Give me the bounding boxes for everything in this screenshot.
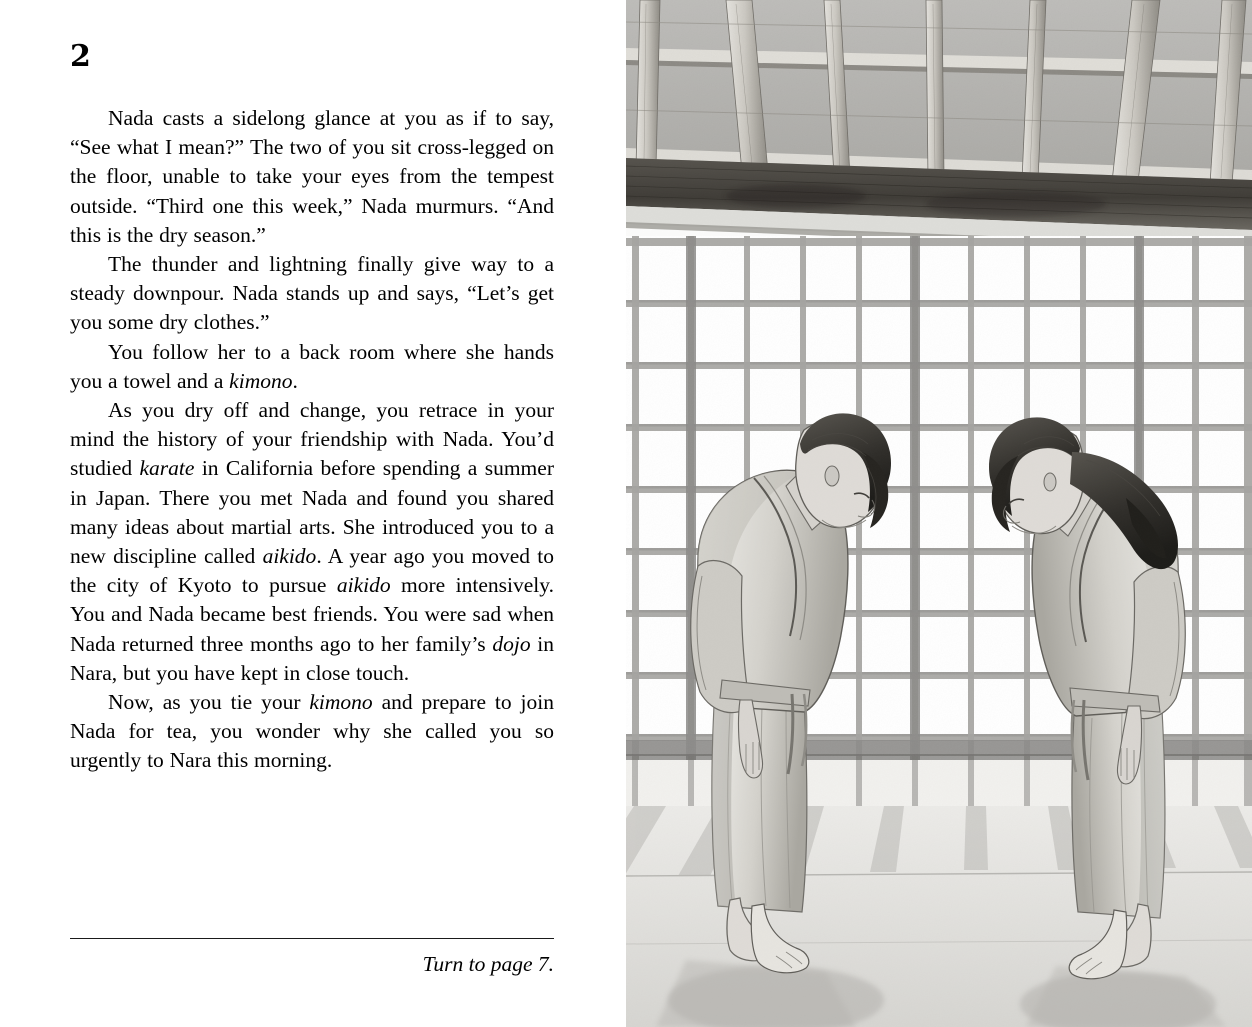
illustration-panel [626,0,1252,1027]
turn-to-page-note: Turn to page 7. [422,952,554,976]
dojo-bowing-illustration [626,0,1252,1027]
body-paragraph: As you dry off and change, you retrace in your mind the history of your friendship with Nada. You’d studied karate in California before spending a summer in Japan. There you met Nada and found you shared many ideas about martial arts. She introduced you to a new discipline called aikido. A year ago you moved to the city of Kyoto to pursue aikido more intensively. You and Nada became best friends. You were sad when Nada returned three months ago to her family’s dojo in Nara, but you have kept in close touch. [70,398,555,685]
text-column [70,39,555,776]
body-paragraph: Nada casts a sidelong glance at you as if to say, “See what I mean?” The two of you sit cross-legged on the floor, unable to take your eyes from the tempest outside. “Third one this week,” Nada murmurs. “And this is the dry season.” [70,106,554,247]
body-paragraph: Now, as you tie your kimono and prepare to join Nada for tea, you wonder why she called you so urgently to Nara this morning. [70,690,554,773]
body-paragraph: You follow her to a back room where she hands you a towel and a kimono. [70,339,554,393]
left-figure-ear [825,466,839,486]
right-figure-ear [1044,473,1056,491]
chapter-number: 2 [70,39,91,74]
footer-divider [70,938,554,939]
body-paragraph: The thunder and lightning finally give way to a steady downpour. Nada stands up and says, “Let’s get you some dry clothes.” [70,252,554,335]
